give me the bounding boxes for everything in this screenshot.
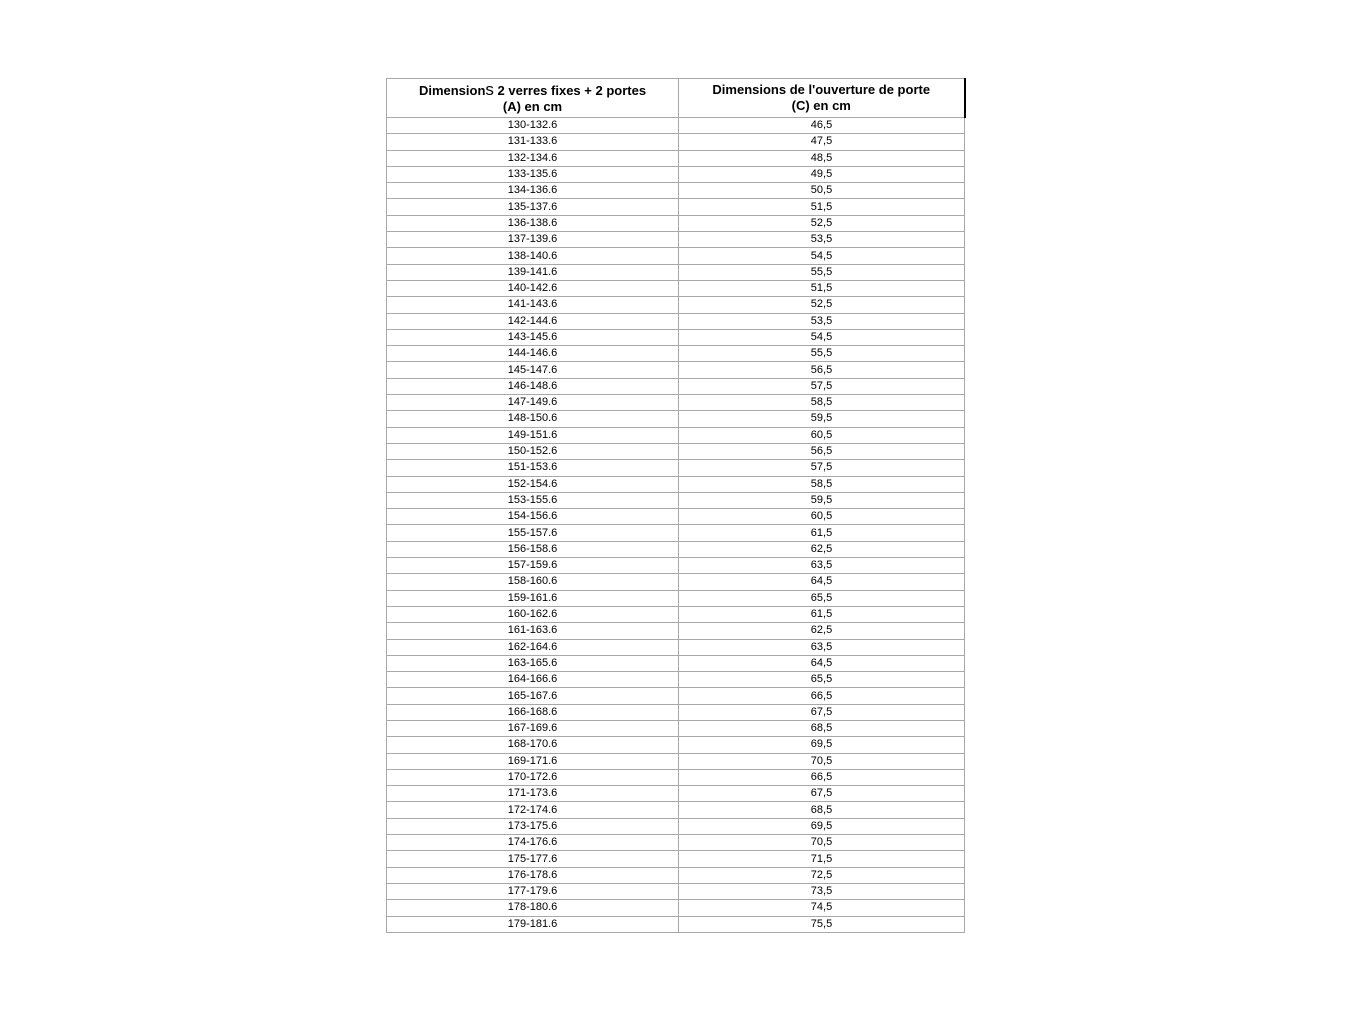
dimension-c-cell: 46,5: [679, 118, 965, 134]
table-row: [387, 835, 965, 851]
dimension-a-cell: 173-175.6: [387, 818, 679, 834]
table-row: [387, 166, 965, 182]
col1-header-line1: Dimensions 2 verres fixes + 2 portes: [418, 80, 647, 99]
dimension-c-cell: 54,5: [679, 329, 965, 345]
table-row: [387, 476, 965, 492]
table-row: [387, 232, 965, 248]
dimension-c-cell: 66,5: [679, 688, 965, 704]
dimension-a-cell: 141-143.6: [387, 297, 679, 313]
dimension-c-cell: 56,5: [679, 362, 965, 378]
dimension-a-cell: 139-141.6: [387, 264, 679, 280]
table-row: [387, 704, 965, 720]
dimension-a-cell: 153-155.6: [387, 492, 679, 508]
dimension-a-cell: 156-158.6: [387, 541, 679, 557]
table-row: [387, 248, 965, 264]
table-row: [387, 411, 965, 427]
dimension-c-cell: 70,5: [679, 835, 965, 851]
dimension-c-cell: 49,5: [679, 166, 965, 182]
dimension-a-cell: 177-179.6: [387, 883, 679, 899]
dimension-a-cell: 171-173.6: [387, 786, 679, 802]
table-row: [387, 623, 965, 639]
table-row: [387, 215, 965, 231]
table-row: [387, 867, 965, 883]
dimension-a-cell: 172-174.6: [387, 802, 679, 818]
dimension-a-cell: 132-134.6: [387, 150, 679, 166]
header-row: [387, 79, 965, 118]
table-row: [387, 395, 965, 411]
dimension-a-cell: 142-144.6: [387, 313, 679, 329]
table-row: [387, 606, 965, 622]
table-row: [387, 150, 965, 166]
dimension-a-cell: 165-167.6: [387, 688, 679, 704]
dimension-a-cell: 144-146.6: [387, 346, 679, 362]
dimension-c-cell: 65,5: [679, 672, 965, 688]
table-row: [387, 118, 965, 134]
dimension-c-cell: 73,5: [679, 883, 965, 899]
table-row: [387, 769, 965, 785]
dimension-c-cell: 50,5: [679, 183, 965, 199]
table-row: [387, 639, 965, 655]
table-row: [387, 460, 965, 476]
dimensions-table: [386, 78, 966, 933]
table-row: [387, 688, 965, 704]
table-row: [387, 378, 965, 394]
dimension-a-cell: 137-139.6: [387, 232, 679, 248]
dimension-c-cell: 56,5: [679, 443, 965, 459]
dimension-c-cell: 60,5: [679, 509, 965, 525]
dimension-c-cell: 61,5: [679, 606, 965, 622]
dimension-c-cell: 62,5: [679, 541, 965, 557]
dimension-a-cell: 130-132.6: [387, 118, 679, 134]
table-row: [387, 753, 965, 769]
dimension-a-cell: 151-153.6: [387, 460, 679, 476]
dimension-a-cell: 164-166.6: [387, 672, 679, 688]
table-row: [387, 720, 965, 736]
dimension-c-cell: 55,5: [679, 264, 965, 280]
dimension-c-cell: 72,5: [679, 867, 965, 883]
dimension-a-cell: 145-147.6: [387, 362, 679, 378]
col1-header-line2: (A) en cm: [502, 99, 563, 114]
table-row: [387, 362, 965, 378]
dimension-a-cell: 166-168.6: [387, 704, 679, 720]
table-row: [387, 574, 965, 590]
table-row: [387, 264, 965, 280]
dimension-c-cell: 69,5: [679, 818, 965, 834]
dimension-a-cell: 154-156.6: [387, 509, 679, 525]
dimension-c-cell: 57,5: [679, 460, 965, 476]
dimension-c-cell: 59,5: [679, 492, 965, 508]
dimension-a-cell: 176-178.6: [387, 867, 679, 883]
dimension-c-cell: 55,5: [679, 346, 965, 362]
table-row: [387, 558, 965, 574]
table-row: [387, 134, 965, 150]
col1-header-dimensions-a: [387, 79, 679, 118]
dimension-c-cell: 47,5: [679, 134, 965, 150]
dimension-c-cell: 67,5: [679, 786, 965, 802]
dimension-a-cell: 178-180.6: [387, 900, 679, 916]
dimension-a-cell: 146-148.6: [387, 378, 679, 394]
dimension-a-cell: 147-149.6: [387, 395, 679, 411]
dimension-c-cell: 54,5: [679, 248, 965, 264]
dimension-c-cell: 48,5: [679, 150, 965, 166]
dimension-a-cell: 169-171.6: [387, 753, 679, 769]
dimension-a-cell: 161-163.6: [387, 623, 679, 639]
dimension-a-cell: 149-151.6: [387, 427, 679, 443]
dimension-c-cell: 52,5: [679, 297, 965, 313]
table-row: [387, 297, 965, 313]
dimension-a-cell: 157-159.6: [387, 558, 679, 574]
table-row: [387, 313, 965, 329]
table-row: [387, 655, 965, 671]
col2-header-line2: (C) en cm: [791, 98, 851, 113]
dimension-c-cell: 64,5: [679, 655, 965, 671]
dimension-a-cell: 133-135.6: [387, 166, 679, 182]
table-row: [387, 851, 965, 867]
dimension-a-cell: 174-176.6: [387, 835, 679, 851]
dimension-c-cell: 53,5: [679, 232, 965, 248]
table-row: [387, 916, 965, 932]
dimension-a-cell: 135-137.6: [387, 199, 679, 215]
dimension-a-cell: 170-172.6: [387, 769, 679, 785]
table-row: [387, 492, 965, 508]
dimension-c-cell: 64,5: [679, 574, 965, 590]
dimension-a-cell: 163-165.6: [387, 655, 679, 671]
dimension-c-cell: 59,5: [679, 411, 965, 427]
dimension-c-cell: 66,5: [679, 769, 965, 785]
dimension-a-cell: 143-145.6: [387, 329, 679, 345]
table-row: [387, 427, 965, 443]
dimension-c-cell: 51,5: [679, 199, 965, 215]
dimension-a-cell: 162-164.6: [387, 639, 679, 655]
dimension-c-cell: 62,5: [679, 623, 965, 639]
dimension-c-cell: 67,5: [679, 704, 965, 720]
col2-header-dimensions-c: [679, 79, 965, 118]
table-row: [387, 329, 965, 345]
dimension-c-cell: 65,5: [679, 590, 965, 606]
dimension-c-cell: 74,5: [679, 900, 965, 916]
table-row: [387, 786, 965, 802]
dimension-a-cell: 167-169.6: [387, 720, 679, 736]
dimension-c-cell: 53,5: [679, 313, 965, 329]
table-row: [387, 737, 965, 753]
dimension-a-cell: 168-170.6: [387, 737, 679, 753]
dimension-a-cell: 179-181.6: [387, 916, 679, 932]
dimension-a-cell: 175-177.6: [387, 851, 679, 867]
dimension-a-cell: 150-152.6: [387, 443, 679, 459]
dimension-a-cell: 160-162.6: [387, 606, 679, 622]
dimension-a-cell: 152-154.6: [387, 476, 679, 492]
dimension-a-cell: 131-133.6: [387, 134, 679, 150]
dimension-c-cell: 57,5: [679, 378, 965, 394]
col1-header-odd-s: s: [485, 80, 494, 99]
table-row: [387, 509, 965, 525]
dimension-a-cell: 158-160.6: [387, 574, 679, 590]
dimension-c-cell: 63,5: [679, 639, 965, 655]
table-row: [387, 183, 965, 199]
table-row: [387, 672, 965, 688]
dimension-c-cell: 58,5: [679, 476, 965, 492]
table-row: [387, 541, 965, 557]
dimension-c-cell: 70,5: [679, 753, 965, 769]
dimension-a-cell: 155-157.6: [387, 525, 679, 541]
dimension-c-cell: 61,5: [679, 525, 965, 541]
dimension-a-cell: 134-136.6: [387, 183, 679, 199]
dimension-c-cell: 63,5: [679, 558, 965, 574]
table-row: [387, 883, 965, 899]
dimension-c-cell: 51,5: [679, 280, 965, 296]
dimension-c-cell: 68,5: [679, 802, 965, 818]
table-row: [387, 900, 965, 916]
dimension-c-cell: 75,5: [679, 916, 965, 932]
dimension-a-cell: 136-138.6: [387, 215, 679, 231]
dimension-c-cell: 60,5: [679, 427, 965, 443]
table-row: [387, 280, 965, 296]
table-row: [387, 346, 965, 362]
table-row: [387, 525, 965, 541]
dimension-c-cell: 71,5: [679, 851, 965, 867]
table-row: [387, 443, 965, 459]
dimension-a-cell: 159-161.6: [387, 590, 679, 606]
dimension-a-cell: 148-150.6: [387, 411, 679, 427]
dimension-a-cell: 140-142.6: [387, 280, 679, 296]
col2-header-line1: Dimensions de l'ouverture de porte: [712, 82, 931, 97]
table-row: [387, 818, 965, 834]
dimension-c-cell: 68,5: [679, 720, 965, 736]
table-row: [387, 590, 965, 606]
dimension-a-cell: 138-140.6: [387, 248, 679, 264]
dimension-c-cell: 52,5: [679, 215, 965, 231]
dimension-c-cell: 69,5: [679, 737, 965, 753]
dimension-c-cell: 58,5: [679, 395, 965, 411]
table-row: [387, 199, 965, 215]
table-row: [387, 802, 965, 818]
